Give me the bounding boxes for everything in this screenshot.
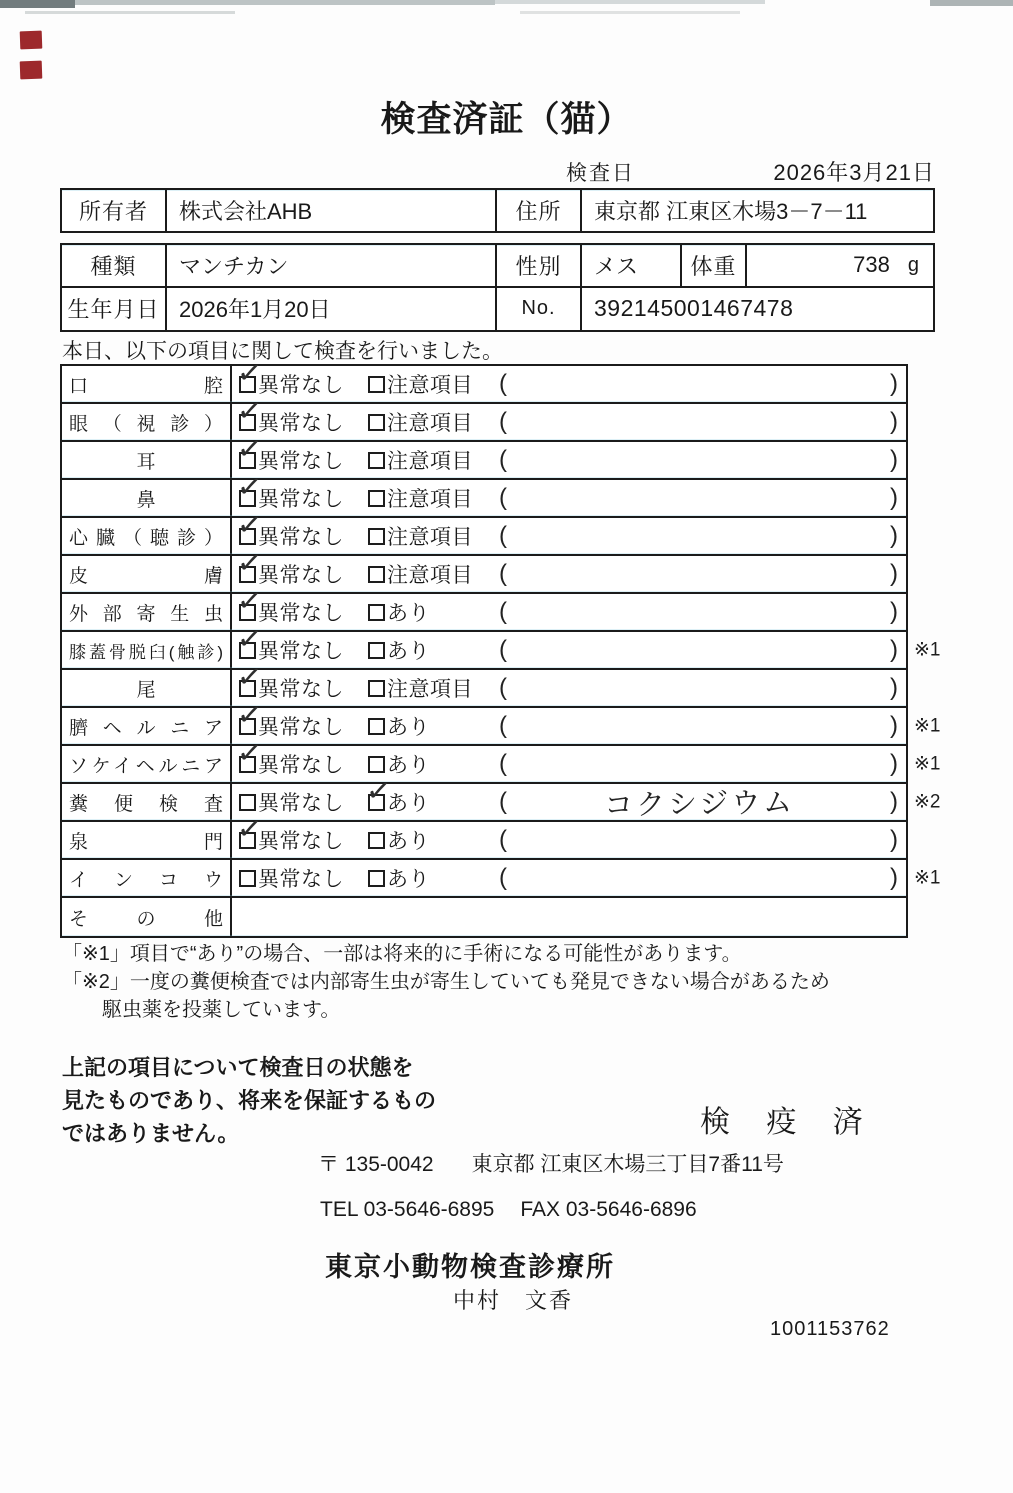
option-flag-label: あり bbox=[387, 754, 430, 777]
handwritten-check-mark: ✓ bbox=[235, 659, 264, 695]
handwritten-check-mark: ✓ bbox=[235, 507, 264, 543]
paren-close: ) bbox=[890, 560, 898, 587]
paren-open: ( bbox=[499, 522, 507, 549]
item-name-text: 口腔 bbox=[69, 375, 223, 397]
clinic-phone-row bbox=[320, 1198, 697, 1222]
checkbox-flag[interactable] bbox=[368, 642, 385, 659]
id-number-value: 392145001467478 bbox=[594, 295, 794, 322]
option-normal bbox=[235, 469, 344, 513]
paren-close: ) bbox=[890, 788, 898, 815]
paren-value: コクシジウム bbox=[603, 786, 796, 823]
item-name-text: その他 bbox=[69, 908, 223, 930]
paren-close: ) bbox=[890, 598, 898, 625]
examination-checklist-table bbox=[60, 355, 941, 938]
handwritten-check-mark: ✓ bbox=[235, 583, 264, 619]
option-normal-label: 異常なし bbox=[258, 754, 344, 777]
disclaimer-line-1: 上記の項目について検査日の状態を bbox=[62, 1055, 414, 1080]
clinic-postal-code: 〒 135-0042 bbox=[318, 1153, 434, 1176]
item-options bbox=[232, 431, 906, 478]
row-note: ※2 bbox=[914, 791, 941, 813]
option-flag-label: 注意項目 bbox=[387, 374, 473, 397]
checkbox-normal[interactable] bbox=[235, 735, 264, 773]
option-normal-label: 異常なし bbox=[258, 868, 344, 891]
document-serial-number: 1001153762 bbox=[770, 1318, 890, 1340]
paren-open: ( bbox=[499, 560, 507, 587]
paren-value bbox=[517, 875, 882, 881]
item-options bbox=[232, 659, 906, 706]
item-name bbox=[62, 822, 232, 858]
option-flag-label: 注意項目 bbox=[387, 412, 473, 435]
option-flag bbox=[368, 673, 473, 703]
checkbox-flag[interactable] bbox=[364, 773, 393, 811]
item-options bbox=[232, 860, 906, 896]
scan-edge-artifact bbox=[75, 0, 495, 5]
item-name bbox=[62, 784, 232, 820]
handwritten-check-mark: ✓ bbox=[235, 697, 264, 733]
item-name bbox=[62, 708, 232, 744]
option-normal bbox=[235, 697, 344, 741]
checklist-row bbox=[62, 431, 906, 480]
option-normal-label: 異常なし bbox=[258, 640, 344, 663]
option-flag bbox=[364, 773, 430, 817]
checklist-row bbox=[62, 811, 906, 860]
item-options bbox=[232, 583, 906, 630]
item-name bbox=[62, 556, 232, 592]
item-name-text: 泉門 bbox=[69, 831, 223, 853]
option-normal bbox=[239, 787, 344, 817]
option-flag-label: あり bbox=[387, 868, 430, 891]
inspection-date-value: 2026年3月21日 bbox=[773, 160, 935, 185]
option-normal bbox=[235, 507, 344, 551]
item-name bbox=[62, 480, 232, 516]
handwritten-check-mark: ✓ bbox=[235, 393, 264, 429]
checklist-row bbox=[62, 773, 941, 823]
option-flag bbox=[368, 521, 473, 551]
option-normal-label: 異常なし bbox=[258, 488, 344, 511]
checkbox-flag[interactable] bbox=[368, 490, 385, 507]
option-normal-label: 異常なし bbox=[258, 792, 344, 815]
checklist-row bbox=[62, 583, 906, 632]
scan-mark-red-2 bbox=[20, 61, 43, 80]
handwritten-check-mark: ✓ bbox=[235, 431, 264, 467]
paren-value bbox=[517, 419, 882, 425]
paren-open: ( bbox=[499, 826, 507, 853]
item-options bbox=[232, 811, 906, 858]
handwritten-check-mark: ✓ bbox=[235, 735, 264, 771]
option-flag-label: 注意項目 bbox=[387, 488, 473, 511]
row-note: ※1 bbox=[914, 867, 941, 889]
checkbox-flag[interactable] bbox=[368, 452, 385, 469]
id-number-label: No. bbox=[497, 288, 582, 331]
item-name bbox=[62, 518, 232, 554]
option-normal-label: 異常なし bbox=[258, 374, 344, 397]
checkbox-normal[interactable] bbox=[235, 621, 264, 659]
pet-info-table bbox=[60, 243, 935, 332]
scan-edge-artifact bbox=[930, 0, 1013, 6]
checklist-row bbox=[62, 898, 906, 936]
item-name-text: 心臓（聴診） bbox=[69, 527, 223, 549]
paren-open: ( bbox=[499, 788, 507, 815]
item-options bbox=[232, 621, 906, 668]
checkbox-flag[interactable] bbox=[368, 832, 385, 849]
option-normal-label: 異常なし bbox=[258, 412, 344, 435]
scan-smear-artifact bbox=[25, 11, 235, 14]
option-flag-label: あり bbox=[387, 602, 430, 625]
row-note: ※1 bbox=[914, 639, 941, 661]
checklist-row bbox=[62, 659, 906, 708]
disclaimer-paragraph bbox=[62, 1051, 436, 1150]
option-flag-label: 注意項目 bbox=[387, 678, 473, 701]
option-normal-label: 異常なし bbox=[258, 602, 344, 625]
weight-value bbox=[747, 245, 933, 288]
scan-smear-artifact bbox=[520, 11, 740, 14]
footnote-2-continued: 駆虫薬を投薬しています。 bbox=[102, 999, 341, 1021]
option-normal bbox=[235, 621, 344, 665]
option-normal-label: 異常なし bbox=[258, 564, 344, 587]
paren-close: ) bbox=[890, 750, 898, 777]
item-name bbox=[62, 746, 232, 782]
paren-value bbox=[517, 609, 882, 615]
item-name-text: インコウ bbox=[69, 869, 223, 891]
document-title: 検査済証（猫） bbox=[380, 100, 633, 139]
checklist-row bbox=[62, 355, 906, 404]
sex-label: 性別 bbox=[497, 245, 582, 288]
weight-label: 体重 bbox=[682, 245, 747, 288]
paren-close: ) bbox=[890, 674, 898, 701]
checkbox-normal[interactable] bbox=[235, 431, 264, 469]
option-normal-label: 異常なし bbox=[258, 678, 344, 701]
weight-number: 738 bbox=[853, 252, 890, 278]
checkbox-normal[interactable] bbox=[235, 507, 264, 545]
paren-value bbox=[517, 685, 882, 691]
option-flag-label: あり bbox=[387, 716, 430, 739]
option-flag-label: あり bbox=[387, 640, 430, 663]
item-name-text: 外部寄生虫 bbox=[69, 603, 223, 625]
paren-open: ( bbox=[499, 598, 507, 625]
clinic-name: 東京小動物検査診療所 bbox=[325, 1252, 615, 1282]
item-name-text: 耳 bbox=[136, 451, 156, 473]
paren-close: ) bbox=[890, 408, 898, 435]
checklist-row bbox=[62, 393, 906, 442]
checkbox-normal[interactable] bbox=[235, 583, 264, 621]
checkbox-normal[interactable] bbox=[239, 870, 256, 887]
footnote-2: 「※2」一度の糞便検査では内部寄生虫が寄生していても発見できない場合があるため bbox=[62, 971, 830, 993]
option-flag bbox=[368, 749, 430, 779]
paren-value bbox=[517, 761, 882, 767]
paren-close: ) bbox=[890, 864, 898, 891]
handwritten-check-mark: ✓ bbox=[235, 621, 264, 657]
item-name bbox=[62, 404, 232, 440]
scan-edge-artifact bbox=[0, 0, 75, 8]
paren-value bbox=[517, 381, 882, 387]
checkbox-flag[interactable] bbox=[368, 528, 385, 545]
handwritten-check-mark: ✓ bbox=[235, 545, 264, 581]
item-name bbox=[62, 632, 232, 668]
item-name-text: 皮膚 bbox=[69, 565, 223, 587]
option-flag bbox=[368, 597, 430, 627]
checkbox-normal[interactable] bbox=[235, 545, 264, 583]
paren-open: ( bbox=[499, 674, 507, 701]
owner-value: 株式会社AHB bbox=[167, 190, 497, 231]
weight-unit: g bbox=[907, 253, 919, 276]
item-options bbox=[232, 773, 906, 823]
row-note: ※1 bbox=[914, 715, 941, 737]
checkbox-normal[interactable] bbox=[235, 697, 264, 735]
paren-open: ( bbox=[499, 446, 507, 473]
item-name-text: 尾 bbox=[136, 679, 156, 701]
footnote-1: 「※1」項目で“あり”の場合、一部は将来的に手術になる可能性があります。 bbox=[62, 943, 742, 965]
checkbox-normal[interactable] bbox=[235, 355, 264, 393]
handwritten-check-mark: ✓ bbox=[235, 811, 264, 847]
option-flag-label: あり bbox=[387, 792, 430, 815]
option-flag bbox=[368, 407, 473, 437]
sex-value: メス bbox=[582, 245, 682, 288]
option-flag bbox=[368, 445, 473, 475]
option-normal-label: 異常なし bbox=[258, 526, 344, 549]
option-flag-label: 注意項目 bbox=[387, 564, 473, 587]
address-label: 住所 bbox=[497, 190, 582, 231]
address-value: 東京都 江東区木場3－7－11 bbox=[594, 199, 868, 224]
footnotes bbox=[62, 940, 830, 1024]
option-normal bbox=[235, 545, 344, 589]
breed-value: マンチカン bbox=[167, 245, 497, 288]
breed-label: 種類 bbox=[62, 245, 167, 288]
checkbox-flag[interactable] bbox=[368, 718, 385, 735]
checklist-row bbox=[62, 545, 906, 594]
item-name-text: ソケイヘルニア bbox=[69, 755, 223, 777]
checkbox-flag[interactable] bbox=[368, 604, 385, 621]
scan-edge-artifact bbox=[495, 0, 765, 4]
item-name bbox=[62, 594, 232, 630]
scan-mark-red-1 bbox=[20, 31, 43, 50]
option-flag bbox=[368, 863, 430, 893]
checkbox-normal[interactable] bbox=[235, 469, 264, 507]
item-options bbox=[232, 393, 906, 440]
option-flag bbox=[368, 635, 430, 665]
checklist-row bbox=[62, 735, 941, 784]
paren-value bbox=[517, 571, 882, 577]
checkbox-flag[interactable] bbox=[368, 680, 385, 697]
paren-open: ( bbox=[499, 636, 507, 663]
item-name bbox=[62, 860, 232, 896]
handwritten-check-mark: ✓ bbox=[364, 773, 393, 809]
checklist-row bbox=[62, 507, 906, 556]
disclaimer-line-3: ではありません。 bbox=[62, 1121, 240, 1146]
option-normal bbox=[235, 659, 344, 703]
clinic-tel: TEL 03-5646-6895 bbox=[320, 1198, 495, 1221]
inspection-date-label: 検査日 bbox=[566, 162, 635, 185]
option-flag-label: 注意項目 bbox=[387, 526, 473, 549]
option-normal bbox=[235, 431, 344, 475]
option-normal bbox=[239, 863, 344, 893]
checklist-row bbox=[62, 621, 941, 670]
paren-open: ( bbox=[499, 750, 507, 777]
option-flag bbox=[368, 711, 430, 741]
checklist-row bbox=[62, 469, 906, 518]
paren-close: ) bbox=[890, 446, 898, 473]
item-name bbox=[62, 366, 232, 402]
birthdate-label: 生年月日 bbox=[62, 288, 167, 331]
paren-value bbox=[517, 723, 882, 729]
item-options bbox=[232, 507, 906, 554]
option-normal-label: 異常なし bbox=[258, 450, 344, 473]
option-flag bbox=[368, 483, 473, 513]
clinic-postal-row bbox=[318, 1148, 784, 1178]
option-normal bbox=[235, 735, 344, 779]
checkbox-flag[interactable] bbox=[368, 376, 385, 393]
paren-open: ( bbox=[499, 370, 507, 397]
item-options bbox=[232, 898, 906, 936]
paren-close: ) bbox=[890, 826, 898, 853]
owner-table bbox=[60, 188, 935, 233]
paren-open: ( bbox=[499, 864, 507, 891]
checklist-row bbox=[62, 860, 941, 898]
checkbox-flag[interactable] bbox=[368, 870, 385, 887]
owner-label: 所有者 bbox=[62, 190, 167, 231]
paren-close: ) bbox=[890, 712, 898, 739]
option-flag-label: あり bbox=[387, 830, 430, 853]
paren-value bbox=[517, 533, 882, 539]
item-name-text: 膝蓋骨脱臼(触診) bbox=[69, 642, 223, 662]
option-normal bbox=[235, 811, 344, 855]
handwritten-check-mark: ✓ bbox=[235, 355, 264, 391]
paren-close: ) bbox=[890, 522, 898, 549]
item-options bbox=[232, 355, 906, 402]
item-options bbox=[232, 697, 906, 744]
checkbox-flag[interactable] bbox=[368, 566, 385, 583]
option-normal bbox=[235, 393, 344, 437]
item-name-text: 鼻 bbox=[136, 489, 156, 511]
clinic-address: 東京都 江東区木場三丁目7番11号 bbox=[471, 1153, 784, 1176]
checkbox-normal[interactable] bbox=[239, 794, 256, 811]
option-flag-label: 注意項目 bbox=[387, 450, 473, 473]
item-name-text: 眼（視診） bbox=[69, 413, 223, 435]
item-name bbox=[62, 898, 232, 936]
item-options bbox=[232, 545, 906, 592]
option-flag bbox=[368, 369, 473, 399]
row-note: ※1 bbox=[914, 753, 941, 775]
item-options bbox=[232, 735, 906, 782]
option-normal bbox=[235, 355, 344, 399]
intro-sentence: 本日、以下の項目に関して検査を行いました。 bbox=[62, 340, 503, 363]
option-normal bbox=[235, 583, 344, 627]
checkbox-normal[interactable] bbox=[235, 811, 264, 849]
paren-open: ( bbox=[499, 408, 507, 435]
paren-open: ( bbox=[499, 484, 507, 511]
paren-value bbox=[517, 457, 882, 463]
checkbox-flag[interactable] bbox=[368, 756, 385, 773]
paren-value bbox=[517, 837, 882, 843]
option-normal-label: 異常なし bbox=[258, 830, 344, 853]
checkbox-normal[interactable] bbox=[235, 659, 264, 697]
item-name bbox=[62, 670, 232, 706]
checkbox-flag[interactable] bbox=[368, 414, 385, 431]
item-options bbox=[232, 469, 906, 516]
veterinarian-name: 中村 文香 bbox=[453, 1288, 574, 1313]
paren-close: ) bbox=[890, 484, 898, 511]
birthdate-value: 2026年1月20日 bbox=[167, 288, 497, 331]
paren-open: ( bbox=[499, 712, 507, 739]
item-name-text: 糞便検査 bbox=[69, 793, 223, 815]
checklist-row bbox=[62, 697, 941, 746]
paren-value bbox=[517, 647, 882, 653]
option-flag bbox=[368, 559, 473, 589]
paren-close: ) bbox=[890, 636, 898, 663]
option-normal-label: 異常なし bbox=[258, 716, 344, 739]
item-name-text: 臍ヘルニア bbox=[69, 717, 223, 739]
option-flag bbox=[368, 825, 430, 855]
clinic-fax: FAX 03-5646-6896 bbox=[520, 1198, 697, 1221]
item-name bbox=[62, 442, 232, 478]
disclaimer-line-2: 見たものであり、将来を保証するもの bbox=[62, 1088, 437, 1113]
paren-close: ) bbox=[890, 370, 898, 397]
quarantine-passed-stamp: 検 疫 済 bbox=[700, 1106, 877, 1139]
checkbox-normal[interactable] bbox=[235, 393, 264, 431]
paren-value bbox=[517, 495, 882, 501]
handwritten-check-mark: ✓ bbox=[235, 469, 264, 505]
